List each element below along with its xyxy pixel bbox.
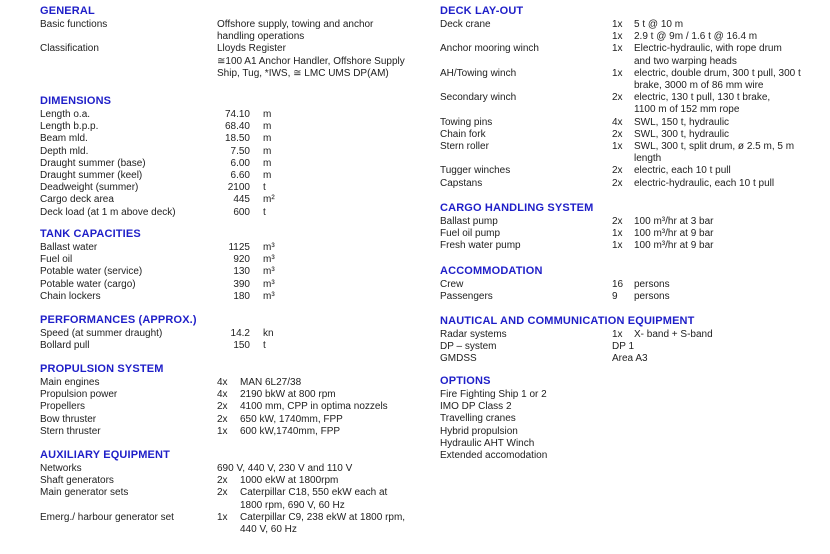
spec-row (440, 19, 830, 31)
spec-unit: m (263, 109, 272, 120)
spec-value (240, 401, 388, 413)
spec-value-line: 5 t @ 10 m (634, 19, 684, 30)
spec-label: Tugger winches (440, 165, 511, 177)
spec-qty: 1x (217, 511, 228, 523)
spec-value-line: 690 V, 440 V, 230 V and 110 V (217, 463, 353, 474)
spec-row (440, 129, 830, 141)
spec-row (440, 216, 830, 228)
spec-value-line: 100 m³/hr at 9 bar (634, 240, 714, 252)
spec-row (40, 512, 430, 536)
spec-value (634, 279, 670, 291)
spec-value-line: ≅100 A1 Anchor Handler, Offshore Supply (217, 55, 405, 67)
spec-unit: m (263, 145, 272, 157)
spec-label: Networks (40, 463, 82, 474)
spec-row (40, 377, 430, 389)
spec-label: Beam mld. (40, 133, 88, 145)
spec-label: Potable water (cargo) (40, 278, 136, 290)
spec-label: Classification (40, 43, 99, 55)
spec-qty: 2x (612, 165, 623, 177)
spec-value-line: and two warping heads (634, 55, 737, 67)
spec-qty: 1x (612, 67, 623, 79)
spec-value: 150 (233, 340, 250, 352)
spec-label: Emerg./ harbour generator set (40, 511, 174, 523)
spec-label: Deck crane (440, 19, 491, 30)
spec-row (40, 328, 430, 340)
spec-label: Main generator sets (40, 487, 129, 499)
spec-label: Travelling cranes (440, 413, 516, 425)
spec-value-line: X- band + S-band (634, 329, 713, 340)
spec-label: Radar systems (440, 329, 507, 340)
spec-label: Bollard pull (40, 340, 90, 352)
spec-qty: 4x (217, 389, 228, 401)
spec-value-line: electric, 130 t pull, 130 t brake, (634, 92, 771, 104)
spec-row (40, 43, 430, 80)
section-performances-approx (40, 314, 430, 352)
spec-row (40, 19, 430, 43)
section-title-propulsion-system: PROPULSION SYSTEM (40, 363, 164, 375)
spec-label: Secondary winch (440, 92, 517, 104)
spec-value (634, 141, 794, 165)
spec-label: Stern roller (440, 141, 489, 153)
spec-value: 920 (233, 254, 250, 266)
spec-row (440, 68, 830, 92)
spec-value-line: SWL, 300 t, split drum, ø 2.5 m, 5 m (634, 141, 795, 153)
spec-label: Potable water (service) (40, 266, 143, 278)
spec-row (440, 438, 830, 450)
spec-value-line: 2.9 t @ 9m / 1.6 t @ 16.4 m (634, 31, 758, 43)
section-options (440, 375, 830, 462)
spec-label: Fresh water pump (440, 240, 521, 252)
spec-row (40, 133, 430, 145)
spec-value (240, 377, 301, 389)
spec-label: Stern thruster (40, 425, 101, 437)
section-general (40, 5, 430, 80)
spec-qty: 2x (217, 475, 228, 487)
spec-value (634, 117, 729, 129)
spec-value-line: 650 kW, 1740mm, FPP (240, 413, 343, 425)
section-tank-capacities (40, 228, 430, 303)
spec-label: Depth mld. (40, 145, 89, 157)
spec-value (634, 68, 801, 92)
spec-qty: 2x (612, 128, 623, 140)
spec-row (440, 117, 830, 129)
spec-value: 6.00 (230, 157, 250, 169)
spec-qty: 2x (612, 216, 623, 227)
spec-value (634, 329, 713, 341)
section-propulsion-system (40, 363, 430, 438)
spec-value: 390 (233, 278, 250, 290)
spec-qty: 2x (612, 177, 623, 189)
spec-value-line: persons (634, 279, 670, 290)
spec-label: IMO DP Class 2 (440, 401, 512, 413)
section-title-performances-approx: PERFORMANCES (APPROX.) (40, 314, 197, 326)
spec-row (440, 141, 830, 165)
spec-qty: 1x (612, 228, 623, 240)
spec-row (40, 170, 430, 182)
spec-row (440, 279, 830, 291)
spec-row (440, 353, 830, 365)
spec-qty: 16 (612, 279, 624, 290)
spec-value-line: 1800 rpm, 690 V, 60 Hz (240, 499, 345, 511)
spec-value-line: persons (634, 291, 670, 303)
spec-value-line: 600 kW,1740mm, FPP (240, 425, 341, 437)
spec-qty: 2x (217, 487, 228, 499)
spec-qty: 1x (612, 240, 623, 252)
spec-unit: m³ (263, 242, 275, 253)
spec-row (440, 178, 830, 190)
spec-value-line: Lloyds Register (217, 43, 286, 55)
spec-row (40, 121, 430, 133)
spec-row (440, 43, 830, 67)
spec-value (240, 475, 338, 487)
spec-label: Ballast water (40, 242, 98, 253)
spec-label: Extended accomodation (440, 450, 548, 462)
spec-qty: 2x (217, 401, 228, 413)
spec-value (240, 389, 336, 401)
spec-row (440, 31, 830, 43)
spec-unit: m³ (263, 254, 275, 266)
spec-value-line: electric, double drum, 300 t pull, 300 t (634, 67, 801, 79)
spec-row (440, 291, 830, 303)
spec-row (40, 146, 430, 158)
spec-row (40, 389, 430, 401)
spec-qty: 1x (612, 19, 623, 30)
spec-value-line: 1100 m of 152 mm rope (634, 104, 740, 116)
spec-unit: m² (263, 194, 275, 206)
section-title-auxiliary-equipment: AUXILIARY EQUIPMENT (40, 449, 170, 461)
section-title-general: GENERAL (40, 5, 95, 17)
spec-value-line: Ship, Tug, *IWS, ≅ LMC UMS DP(AM) (217, 67, 389, 79)
spec-value (634, 129, 729, 141)
spec-label: Anchor mooring winch (440, 43, 539, 55)
spec-qty: 1x (612, 43, 623, 55)
spec-row (40, 487, 430, 511)
section-deck-lay-out (440, 5, 830, 190)
spec-unit: m (263, 133, 272, 145)
spec-unit: m (263, 157, 272, 169)
spec-qty: 9 (612, 291, 618, 303)
spec-value (217, 19, 373, 43)
spec-value-line: 1000 ekW at 1800rpm (240, 475, 339, 487)
spec-row (440, 92, 830, 116)
spec-label: AH/Towing winch (440, 67, 517, 79)
spec-value-line: handling operations (217, 31, 305, 43)
spec-row (40, 158, 430, 170)
spec-value-line: Caterpillar C9, 238 ekW at 1800 rpm, (240, 511, 406, 523)
spec-row (440, 165, 830, 177)
spec-value: 68.40 (224, 121, 250, 133)
spec-label: Hydraulic AHT Winch (440, 437, 535, 449)
spec-value: 180 (233, 290, 250, 302)
spec-value-line: length (634, 153, 662, 165)
spec-label: Hybrid propulsion (440, 425, 518, 437)
spec-row (40, 291, 430, 303)
spec-value (240, 426, 340, 438)
section-title-options: OPTIONS (440, 375, 491, 387)
spec-label: Shaft generators (40, 475, 114, 487)
spec-row (440, 389, 830, 401)
spec-label: Deck load (at 1 m above deck) (40, 206, 176, 218)
spec-row (40, 463, 430, 475)
section-title-dimensions: DIMENSIONS (40, 95, 112, 107)
spec-unit: t (263, 206, 266, 218)
spec-value: 18.50 (224, 133, 250, 145)
spec-label: Fuel oil (40, 254, 73, 266)
section-auxiliary-equipment (40, 449, 430, 536)
spec-row (440, 413, 830, 425)
spec-value-line: DP 1 (612, 341, 635, 353)
spec-value-line: 100 m³/hr at 9 bar (634, 228, 714, 240)
spec-value: 74.10 (224, 109, 250, 120)
spec-qty: 4x (612, 116, 623, 128)
spec-value (240, 414, 343, 426)
spec-value: 130 (233, 266, 250, 278)
spec-value-line: SWL, 150 t, hydraulic (634, 116, 730, 128)
spec-label: Fire Fighting Ship 1 or 2 (440, 389, 547, 400)
section-title-cargo-handling-system: CARGO HANDLING SYSTEM (440, 202, 594, 214)
spec-qty: 1x (217, 425, 228, 437)
spec-row (40, 242, 430, 254)
spec-label: Chain fork (440, 128, 486, 140)
spec-row (440, 228, 830, 240)
section-dimensions (40, 95, 430, 219)
spec-value (612, 353, 648, 365)
spec-row (40, 475, 430, 487)
spec-row (440, 450, 830, 462)
spec-unit: m³ (263, 290, 275, 302)
spec-label: Speed (at summer draught) (40, 328, 163, 339)
spec-value-line: MAN 6L27/38 (240, 377, 302, 388)
spec-value (634, 165, 731, 177)
spec-label: Propellers (40, 401, 86, 413)
spec-label: Draught summer (keel) (40, 170, 143, 182)
spec-value-line: 440 V, 60 Hz (240, 524, 297, 536)
spec-row (40, 109, 430, 121)
section-title-accommodation: ACCOMMODATION (440, 265, 543, 277)
spec-value (240, 487, 387, 511)
spec-value (634, 92, 770, 116)
spec-row (440, 401, 830, 413)
section-cargo-handling-system (440, 202, 830, 253)
spec-value-line: 100 m³/hr at 3 bar (634, 216, 714, 227)
spec-label: Bow thruster (40, 413, 97, 425)
spec-label: Towing pins (440, 116, 493, 128)
spec-value (634, 19, 683, 31)
spec-value: 14.2 (230, 328, 250, 339)
section-title-nautical-and-communication-equipment: NAUTICAL AND COMMUNICATION EQUIPMENT (440, 315, 695, 327)
spec-value-line: Area A3 (612, 353, 648, 365)
spec-value-line: Offshore supply, towing and anchor (217, 19, 374, 30)
spec-value (217, 463, 352, 475)
spec-label: Chain lockers (40, 290, 101, 302)
spec-unit: kn (263, 328, 274, 339)
spec-label: Length o.a. (40, 109, 91, 120)
spec-row (40, 401, 430, 413)
spec-qty: 1x (612, 31, 623, 43)
spec-unit: m (263, 170, 272, 182)
spec-label: Capstans (440, 177, 483, 189)
spec-value: 445 (233, 194, 250, 206)
spec-value-line: Caterpillar C18, 550 ekW each at (240, 487, 388, 499)
spec-value (634, 291, 670, 303)
spec-row (40, 340, 430, 352)
spec-unit: m³ (263, 266, 275, 278)
spec-value: 2100 (227, 182, 250, 194)
spec-row (440, 329, 830, 341)
section-nautical-and-communication-equipment (440, 315, 830, 366)
spec-label: Propulsion power (40, 389, 118, 401)
spec-row (40, 279, 430, 291)
spec-value-line: electric-hydraulic, each 10 t pull (634, 177, 775, 189)
spec-value (634, 240, 713, 252)
spec-row (40, 426, 430, 438)
spec-row (440, 341, 830, 353)
spec-label: Passengers (440, 291, 493, 303)
spec-value (217, 43, 405, 80)
spec-unit: m³ (263, 278, 275, 290)
spec-row (40, 254, 430, 266)
section-accommodation (440, 265, 830, 303)
spec-value-line: electric, each 10 t pull (634, 165, 731, 177)
spec-value (634, 43, 782, 67)
spec-row (40, 266, 430, 278)
spec-unit: m (263, 121, 272, 133)
spec-label: Fuel oil pump (440, 228, 501, 240)
spec-value-line: 4100 mm, CPP in optima nozzels (240, 401, 388, 413)
spec-label: Main engines (40, 377, 100, 388)
spec-value (634, 31, 757, 43)
spec-label: DP – system (440, 341, 497, 353)
spec-value: 6.60 (230, 170, 250, 182)
spec-label: Length b.p.p. (40, 121, 99, 133)
spec-value: 600 (233, 206, 250, 218)
spec-qty: 4x (217, 377, 228, 388)
spec-label: GMDSS (440, 353, 477, 365)
spec-label: Crew (440, 279, 464, 290)
spec-value-line: 2190 bkW at 800 rpm (240, 389, 336, 401)
spec-value (634, 228, 713, 240)
spec-value: 1125 (228, 242, 250, 253)
spec-value-line: SWL, 300 t, hydraulic (634, 128, 730, 140)
spec-qty: 1x (612, 141, 623, 153)
spec-label: Ballast pump (440, 216, 498, 227)
spec-value (612, 341, 634, 353)
spec-row (40, 414, 430, 426)
spec-qty: 2x (612, 92, 623, 104)
spec-row (440, 240, 830, 252)
spec-label: Cargo deck area (40, 194, 114, 206)
spec-row (40, 194, 430, 206)
spec-row (40, 207, 430, 219)
spec-label: Deadweight (summer) (40, 182, 139, 194)
spec-label: Basic functions (40, 19, 108, 30)
spec-unit: t (263, 182, 266, 194)
spec-value (240, 512, 405, 536)
spec-value (634, 216, 713, 228)
spec-row (40, 182, 430, 194)
spec-unit: t (263, 340, 266, 352)
spec-value: 7.50 (230, 145, 250, 157)
spec-value-line: Electric-hydraulic, with rope drum (634, 43, 782, 55)
spec-value-line: brake, 3000 m of 86 mm wire (634, 80, 764, 92)
spec-qty: 1x (612, 329, 623, 340)
section-title-tank-capacities: TANK CAPACITIES (40, 228, 141, 240)
spec-value (634, 178, 774, 190)
spec-row (440, 426, 830, 438)
spec-label: Draught summer (base) (40, 157, 146, 169)
section-title-deck-lay-out: DECK LAY-OUT (440, 5, 524, 17)
spec-qty: 2x (217, 413, 228, 425)
